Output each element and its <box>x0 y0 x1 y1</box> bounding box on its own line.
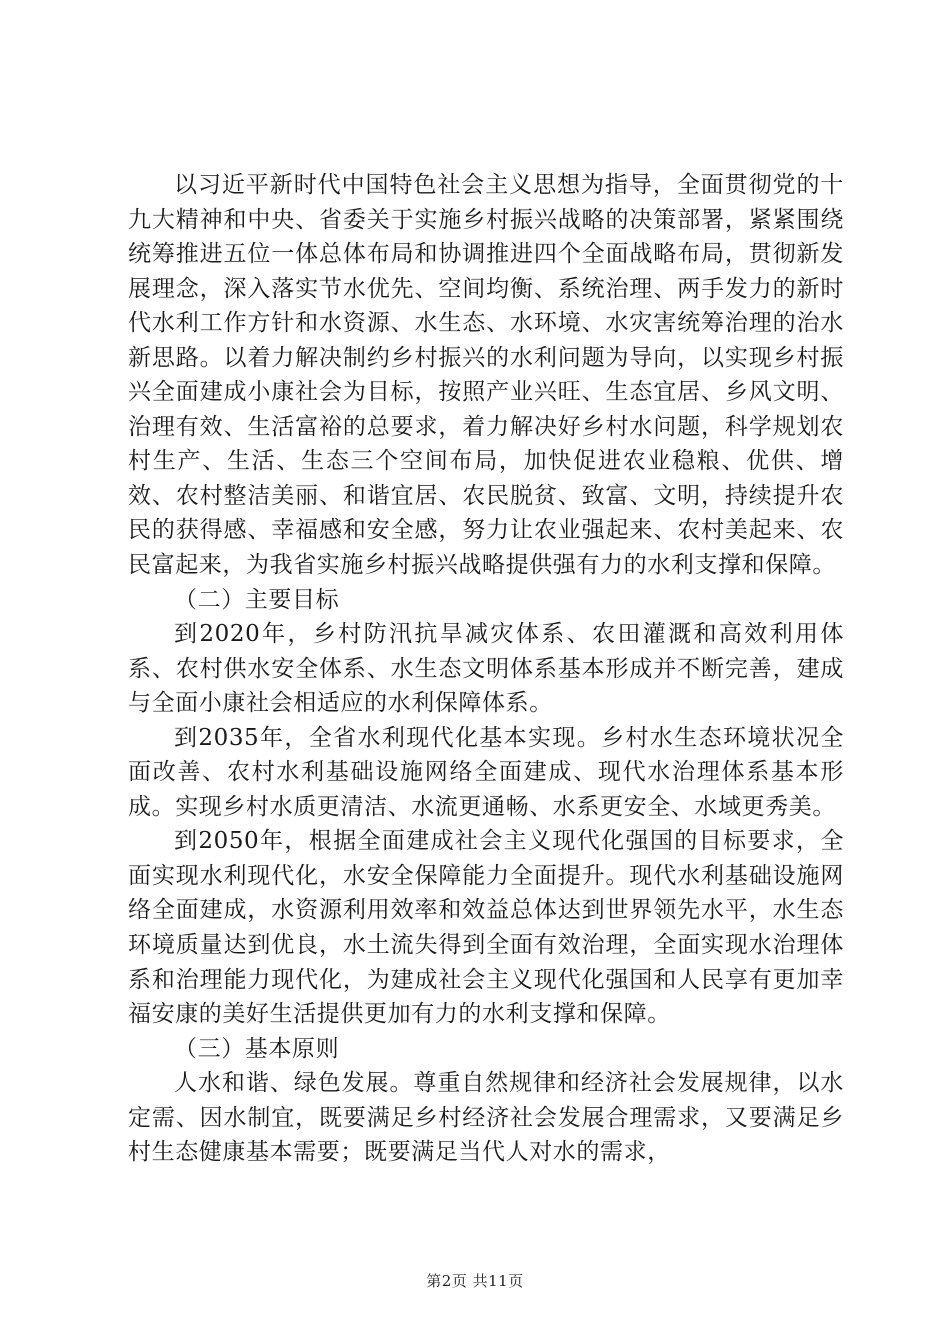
section-heading-basic-principles: （三）基本原则 <box>174 1035 340 1062</box>
paragraph-guiding-ideology: 以习近平新时代中国特色社会主义思想为指导，全面贯彻党的十九大精神和中央、省委关于实施乡村振兴战略的决策部署，紧紧围绕统筹推进五位一体总体布局和协调推进四个全面战略布局，贯彻新发展理念，深入落实节水优先、空间均衡、系统治理、两手发力的新时代水利工作方针和水资源、水生态、水环境、水灾害统筹治理的治水新思路。以着力解决制约乡村振兴的水利问题为导向，以实现乡村振兴全面建成小康社会为目标，按照产业兴旺、生态宜居、乡风文明、治理有效、生活富裕的总要求，着力解决好乡村水问题，科学规划农村生产、生活、生态三个空间布局，加快促进农业稳粮、优供、增效、农村整洁美丽、和谐宜居、农民脱贫、致富、文明，持续提升农民的获得感、幸福感和安全感，努力让农业强起来、农村美起来、农民富起来，为我省实施乡村振兴战略提供强有力的水利支撑和保障。 <box>128 172 844 579</box>
section-heading-main-goals: （二）主要目标 <box>174 586 340 613</box>
paragraph-goal-2020: 到2020年，乡村防汛抗旱减灾体系、农田灌溉和高效利用体系、农村供水安全体系、水生态文明体系基本形成并不断完善，建成与全面小康社会相适应的水利保障体系。 <box>128 621 844 717</box>
paragraph-principle-harmony: 人水和谐、绿色发展。尊重自然规律和经济社会发展规律，以水定需、因水制宜，既要满足乡村经济社会发展合理需求，又要满足乡村生态健康基本需要；既要满足当代人对水的需求， <box>128 1070 844 1166</box>
document-body <box>128 168 844 1170</box>
paragraph-goal-2050: 到2050年，根据全面建成社会主义现代化强国的目标要求，全面实现水利现代化，水安全保障能力全面提升。现代水利基础设施网络全面建成，水资源利用效率和效益总体达到世界领先水平，水生态环境质量达到优良，水土流失得到全面有效治理，全面实现水治理体系和治理能力现代化，为建成社会主义现代化强国和人民享有更加幸福安康的美好生活提供更加有力的水利支撑和保障。 <box>128 828 844 1028</box>
paragraph-goal-2035: 到2035年，全省水利现代化基本实现。乡村水生态环境状况全面改善、农村水利基础设施网络全面建成、现代水治理体系基本形成。实现乡村水质更清洁、水流更通畅、水系更安全、水域更秀美。 <box>128 724 844 820</box>
page-footer: 第2页 共11页 <box>426 1272 524 1290</box>
